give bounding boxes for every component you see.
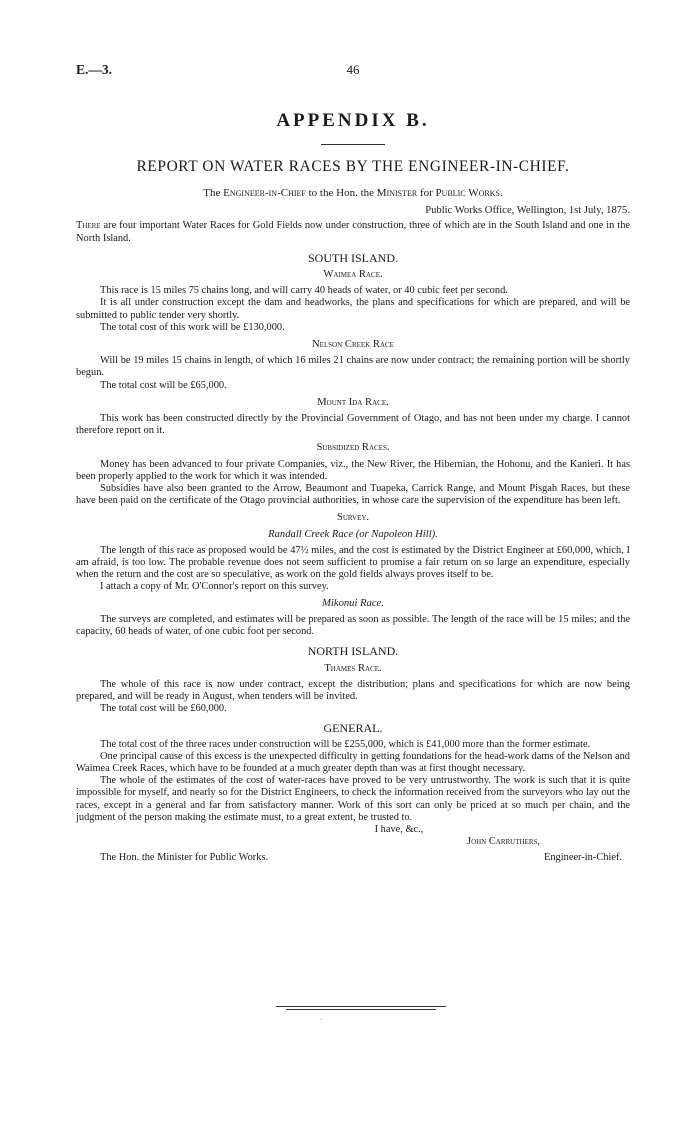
mount-ida-heading: Mount Ida Race. xyxy=(317,396,389,408)
thames-paragraph-2: The total cost will be £60,000. xyxy=(100,703,227,715)
mount-ida-paragraph: This work has been constructed directly by the Provincial Government of Otago, and has not been under my charge. I cannot therefore report on it. xyxy=(76,413,630,437)
waimea-paragraph-3: The total cost of this work will be £130,000. xyxy=(100,321,285,333)
thames-paragraph-1: The whole of this race is now under contract, except the distribution; plans and specifications for which are now being prepared, and will be ready in August, when tenders will be invited. xyxy=(76,678,630,702)
signature-block xyxy=(76,824,630,865)
waimea-heading: Waimea Race. xyxy=(323,269,383,281)
randall-paragraph-2: I attach a copy of Mr. O'Connor's report on this survey. xyxy=(100,581,329,593)
nelson-paragraph-2: The total cost will be £65,000. xyxy=(100,379,227,391)
general-heading: GENERAL. xyxy=(323,721,383,736)
mikonui-paragraph: The surveys are completed, and estimates will be prepared as soon as possible. The length of the race will be 15 miles; and the capacity, 60 heads of water, of one cubic foot per second. xyxy=(76,613,630,638)
mikonui-heading: Mikonui Race. xyxy=(322,597,384,609)
north-island-heading: NORTH ISLAND. xyxy=(307,644,399,659)
survey-heading: Survey. xyxy=(336,512,370,524)
intro-paragraph: There are four important Water Races for Gold Fields now under construction, three of which are in the South Island and one in the North Island. xyxy=(76,220,630,244)
title-rule xyxy=(321,144,385,145)
document-body xyxy=(76,110,630,865)
nelson-heading: Nelson Creek Race xyxy=(312,339,394,351)
subsidized-paragraph-2: Subsidies have also been granted to the Arrow, Beaumont and Tuapeka, Carrick Range, and Mount Pisgah Races, but these have been paid on the certificate of the Otago provincial authorities, in whose care the supervision of the expenditure has been left. xyxy=(76,483,630,507)
randall-paragraph-1: The length of this race as proposed would be 47½ miles, and the cost is estimated by the District Engineer at £60,000, which, I am afraid, is too low. The probable revenue does not seem sufficient to promise a fair return on so large an expenditure, especially when the return and the cost are so speculative, as work on the gold fields always proves itself to be. xyxy=(76,544,630,581)
page-number: 46 xyxy=(346,62,360,77)
running-header xyxy=(76,62,630,80)
signature-title: Engineer-in-Chief. xyxy=(544,852,622,864)
closing-rule xyxy=(276,1006,446,1010)
closing-rule-line-1 xyxy=(276,1006,446,1007)
closing-rule-line-2 xyxy=(286,1009,436,1010)
nelson-paragraph-1: Will be 19 miles 15 chains in length, of which 16 miles 21 chains are now under contract; the remaining portion will be shortly begun. xyxy=(76,355,630,379)
signature-name: John Carruthers, xyxy=(467,836,540,848)
signature-footer-row xyxy=(76,852,630,864)
general-paragraph-1: The total cost of the three races under construction will be £255,000, which is £41,000 more than the former estimate. xyxy=(100,738,591,750)
south-island-heading: SOUTH ISLAND. xyxy=(308,250,398,265)
print-speck: ⸱ xyxy=(320,1016,322,1024)
general-paragraph-2: One principal cause of this excess is the unexpected difficulty in getting foundations for the head-work dams of the Nelson and Waimea Creek Races, which have to be founded at a much greater depth than was at first thought necessary. xyxy=(76,750,630,774)
subsidized-heading: Subsidized Races. xyxy=(316,442,390,454)
address-line: The Engineer-in-Chief to the Hon. the Minister for Public Works. xyxy=(203,187,503,199)
randall-creek-heading: Randall Creek Race (or Napoleon Hill). xyxy=(268,528,438,540)
appendix-title: APPENDIX B. xyxy=(276,110,430,131)
waimea-paragraph-2: It is all under construction except the dam and headworks, the plans and specifications for which are prepared, and will be submitted to public tender very shortly. xyxy=(76,297,630,321)
thames-heading: Thames Race. xyxy=(324,662,382,674)
signature-addressee: The Hon. the Minister for Public Works. xyxy=(100,852,269,864)
general-paragraph-3: The whole of the estimates of the cost of water-races have proved to be very untrustworthy. The work is such that it is quite impossible for myself, and nearly so for the District Engineers, to check the information received from the surveyors who lay out the races, except in a general and far from satisfactory manner. Work of this sort can only be priced at so much per chain, and the judgment of the person making the estimate must, to a great extent, be trusted to. xyxy=(76,775,630,823)
signature-closing: I have, &c., xyxy=(374,823,424,835)
document-reference: E.—3. xyxy=(76,62,113,77)
subsidized-paragraph-1: Money has been advanced to four private Companies, viz., the New River, the Hibernian, the Hohonu, and the Kanieri. It has been properly applied to the work for which it was intended. xyxy=(76,458,630,482)
office-dateline: Public Works Office, Wellington, 1st July, 1875. xyxy=(425,205,630,217)
waimea-paragraph-1: This race is 15 miles 75 chains long, and will carry 40 heads of water, or 40 cubic feet per second. xyxy=(100,285,508,297)
report-title: REPORT ON WATER RACES BY THE ENGINEER-IN-CHIEF. xyxy=(136,158,570,175)
